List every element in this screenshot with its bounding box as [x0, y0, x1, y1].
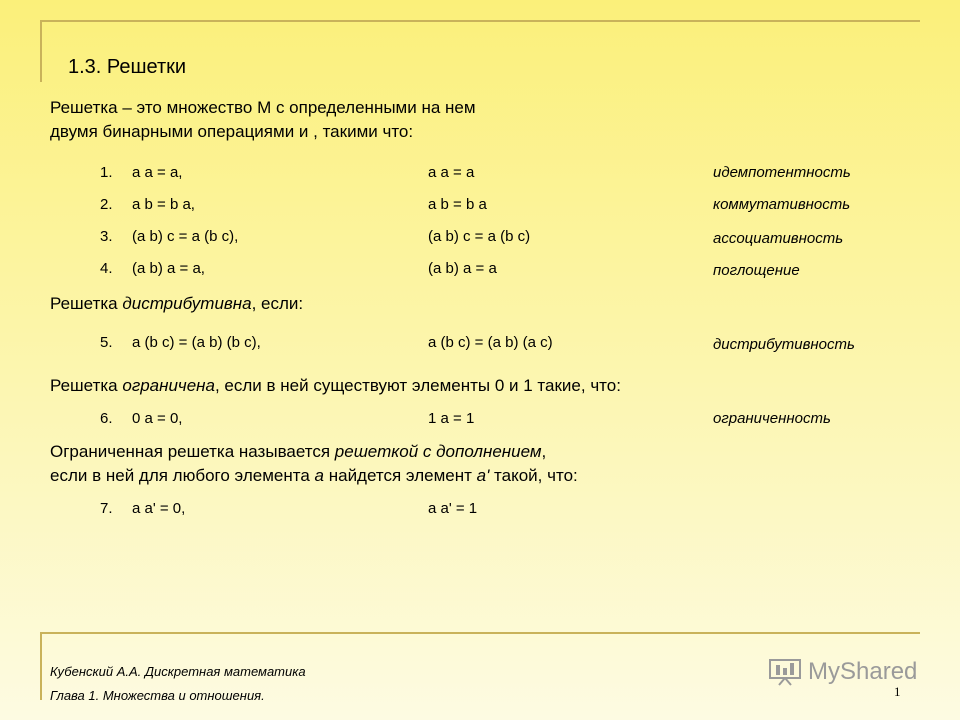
axiom-left: (a b) c = a (b c), — [132, 228, 239, 245]
complement-term: решеткой с дополнением — [334, 442, 542, 461]
left-rule — [40, 20, 42, 82]
distributive-term: дистрибутивна — [122, 294, 252, 313]
axiom-property: коммутативность — [713, 196, 851, 213]
complement-line-2 — [50, 464, 578, 488]
footer — [50, 660, 306, 708]
axiom-left: a (b c) = (a b) (b c), — [132, 334, 261, 351]
axiom-property: поглощение — [713, 262, 800, 279]
axiom-number: 4. — [100, 260, 113, 277]
axiom-number: 5. — [100, 334, 113, 351]
complement-line2-pre: если в ней для любого элемента — [50, 466, 315, 485]
complement-line2-mid: найдется элемент — [324, 466, 477, 485]
axiom-number: 7. — [100, 500, 113, 517]
page-number: 1 — [894, 684, 901, 699]
axiom-property: ассоциативность — [713, 230, 844, 247]
axiom-right: (a b) a = a — [428, 260, 497, 277]
axiom-number: 1. — [100, 164, 113, 181]
axiom-right: a (b c) = (a b) (a c) — [428, 334, 553, 351]
bounded-term: ограничена — [122, 376, 215, 395]
top-rule — [40, 20, 920, 22]
complement-var-a-prime: a' — [476, 466, 490, 485]
axiom-number: 3. — [100, 228, 113, 245]
axiom-right: a a = a — [428, 164, 475, 181]
axiom-right: 1 a = 1 — [428, 410, 475, 427]
complement-line-1 — [50, 440, 578, 464]
axiom-right: (a b) c = a (b c) — [428, 228, 531, 245]
footer-line-2: Глава 1. Множества и отношения. — [50, 688, 265, 703]
axiom-number: 6. — [100, 410, 113, 427]
intro-line-1: Решетка – это множество М с определенными на нем — [50, 98, 476, 117]
footer-line-1: Кубенский А.А. Дискретная математика — [50, 664, 306, 679]
presentation-board-icon — [768, 658, 802, 686]
axiom-property: дистрибутивность — [713, 336, 855, 353]
axiom-left: a b = b a, — [132, 196, 195, 213]
complement-line1-post: , — [541, 442, 547, 461]
footer-left-rule — [40, 632, 42, 700]
distributive-text-post: , если: — [251, 294, 304, 313]
complement-line2-post: такой, что: — [489, 466, 578, 485]
axiom-left: a a = a, — [132, 164, 183, 181]
complement-heading — [50, 440, 578, 488]
axiom-number: 2. — [100, 196, 113, 213]
bounded-text-post: , если в ней существуют элементы 0 и 1 такие, что: — [214, 376, 621, 395]
axiom-left: (a b) a = a, — [132, 260, 205, 277]
axiom-right: a b = b a — [428, 196, 487, 213]
page-title: 1.3. Решетки — [68, 56, 187, 78]
distributive-heading — [50, 292, 303, 316]
axiom-right: a a' = 1 — [428, 500, 478, 517]
intro-text — [50, 96, 476, 144]
intro-line-2: двумя бинарными операциями и , такими что: — [50, 122, 414, 141]
axiom-property: идемпотентность — [713, 164, 851, 181]
axiom-left: 0 a = 0, — [132, 410, 183, 427]
logo-text: MyShared — [808, 658, 918, 685]
complement-line1-pre: Ограниченная решетка называется — [50, 442, 335, 461]
bounded-heading — [50, 374, 621, 398]
bounded-text-pre: Решетка — [50, 376, 123, 395]
axiom-left: a a' = 0, — [132, 500, 186, 517]
axiom-property: ограниченность — [713, 410, 831, 427]
distributive-text-pre: Решетка — [50, 294, 123, 313]
footer-rule — [40, 632, 920, 634]
complement-var-a: a — [314, 466, 324, 485]
